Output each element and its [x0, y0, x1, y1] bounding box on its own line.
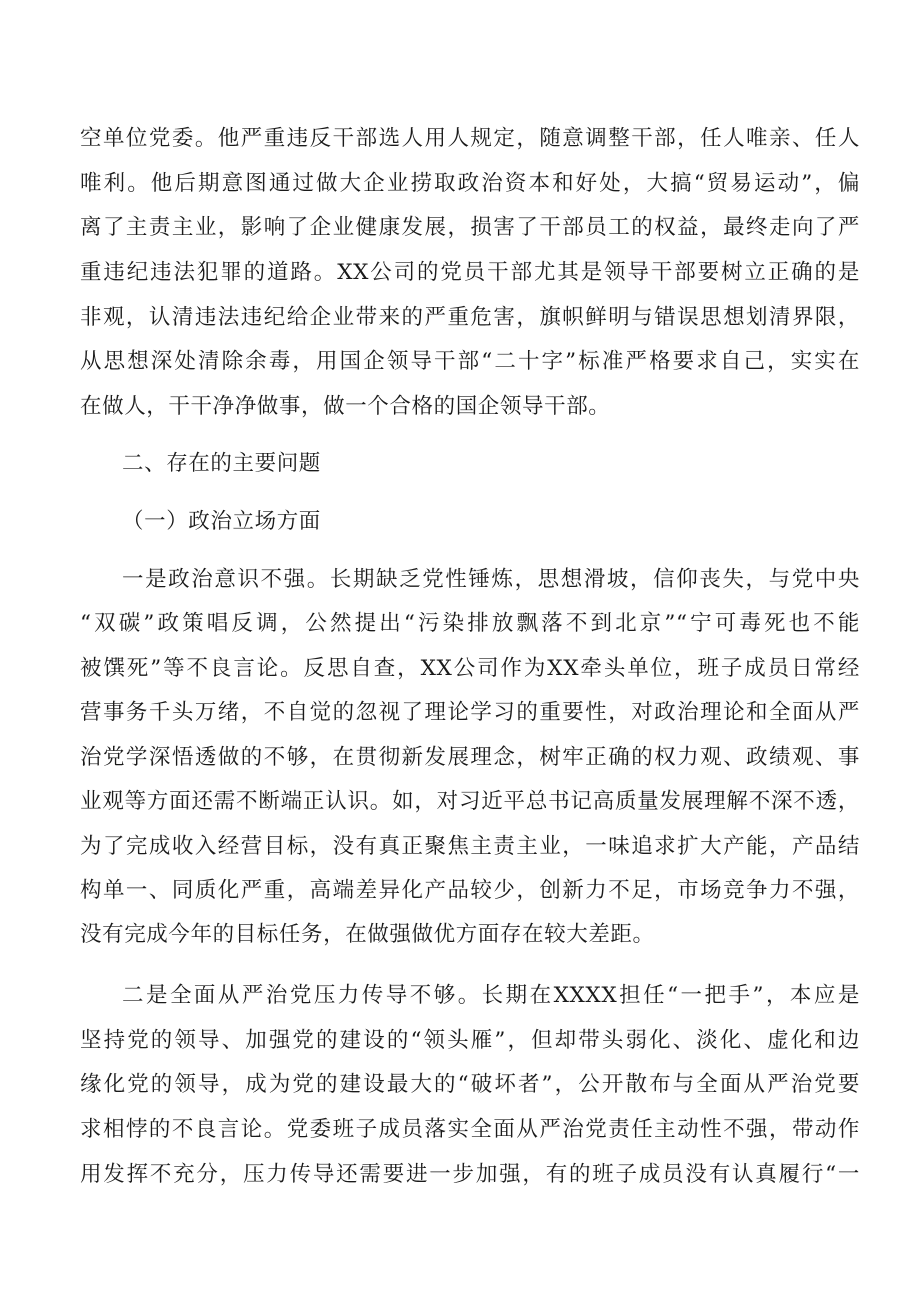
- section-heading: 二、存在的主要问题: [122, 451, 321, 476]
- text-line: 营事务千头万绪，不自觉的忽视了理论学习的重要性，对政治理论和全面从严: [80, 700, 860, 725]
- text-line: 空单位党委。他严重违反干部选人用人规定，随意调整干部，任人唯亲、任人: [80, 126, 860, 151]
- text-line: 求相悖的不良言论。党委班子成员落实全面从严治党责任主动性不强，带动作: [80, 1117, 860, 1142]
- text-line: 坚持党的领导、加强党的建设的“领头雁”，但却带头弱化、淡化、虚化和边: [80, 1028, 860, 1053]
- text-line: 一是政治意识不强。长期缺乏党性锤炼，思想滑坡，信仰丧失，与党中央: [122, 567, 860, 592]
- text-line: 离了主责主业，影响了企业健康发展，损害了干部员工的权益，最终走向了严: [80, 215, 860, 240]
- text-line: 从思想深处清除余毒，用国企领导干部“二十字”标准严格要求自己，实实在: [80, 349, 860, 374]
- text-line: 治党学深悟透做的不够，在贯彻新发展理念，树牢正确的权力观、政绩观、事: [80, 745, 860, 770]
- text-line: 唯利。他后期意图通过做大企业捞取政治资本和好处，大搞“贸易运动”，偏: [80, 171, 860, 196]
- text-line: 在做人，干干净净做事，做一个合格的国企领导干部。: [80, 394, 611, 419]
- text-line: 业观等方面还需不断端正认识。如，对习近平总书记高质量发展理解不深不透，: [80, 789, 860, 814]
- text-line: 缘化党的领导，成为党的建设最大的“破坏者”，公开散布与全面从严治党要: [80, 1072, 860, 1097]
- text-line: 被馔死”等不良言论。反思自查，XX公司作为XX牵头单位，班子成员日常经: [80, 656, 860, 681]
- text-line: “双碳”政策唱反调，公然提出“污染排放飘落不到北京”“宁可毒死也不能: [80, 611, 860, 636]
- text-line: 构单一、同质化严重，高端差异化产品较少，创新力不足，市场竞争力不强，: [80, 878, 860, 903]
- text-line: 非观，认清违法违纪给企业带来的严重危害，旗帜鲜明与错误思想划清界限，: [80, 305, 860, 330]
- text-line: 重违纪违法犯罪的道路。XX公司的党员干部尤其是领导干部要树立正确的是: [80, 260, 860, 285]
- subsection-heading: （一）政治立场方面: [122, 509, 321, 534]
- text-line: 用发挥不充分，压力传导还需要进一步加强，有的班子成员没有认真履行“一: [80, 1162, 860, 1187]
- text-line: 二是全面从严治党压力传导不够。长期在XXXX担任“一把手”，本应是: [122, 983, 860, 1008]
- text-line: 没有完成今年的目标任务，在做强做优方面存在较大差距。: [80, 922, 655, 947]
- text-line: 为了完成收入经营目标，没有真正聚焦主责主业，一味追求扩大产能，产品结: [80, 834, 860, 859]
